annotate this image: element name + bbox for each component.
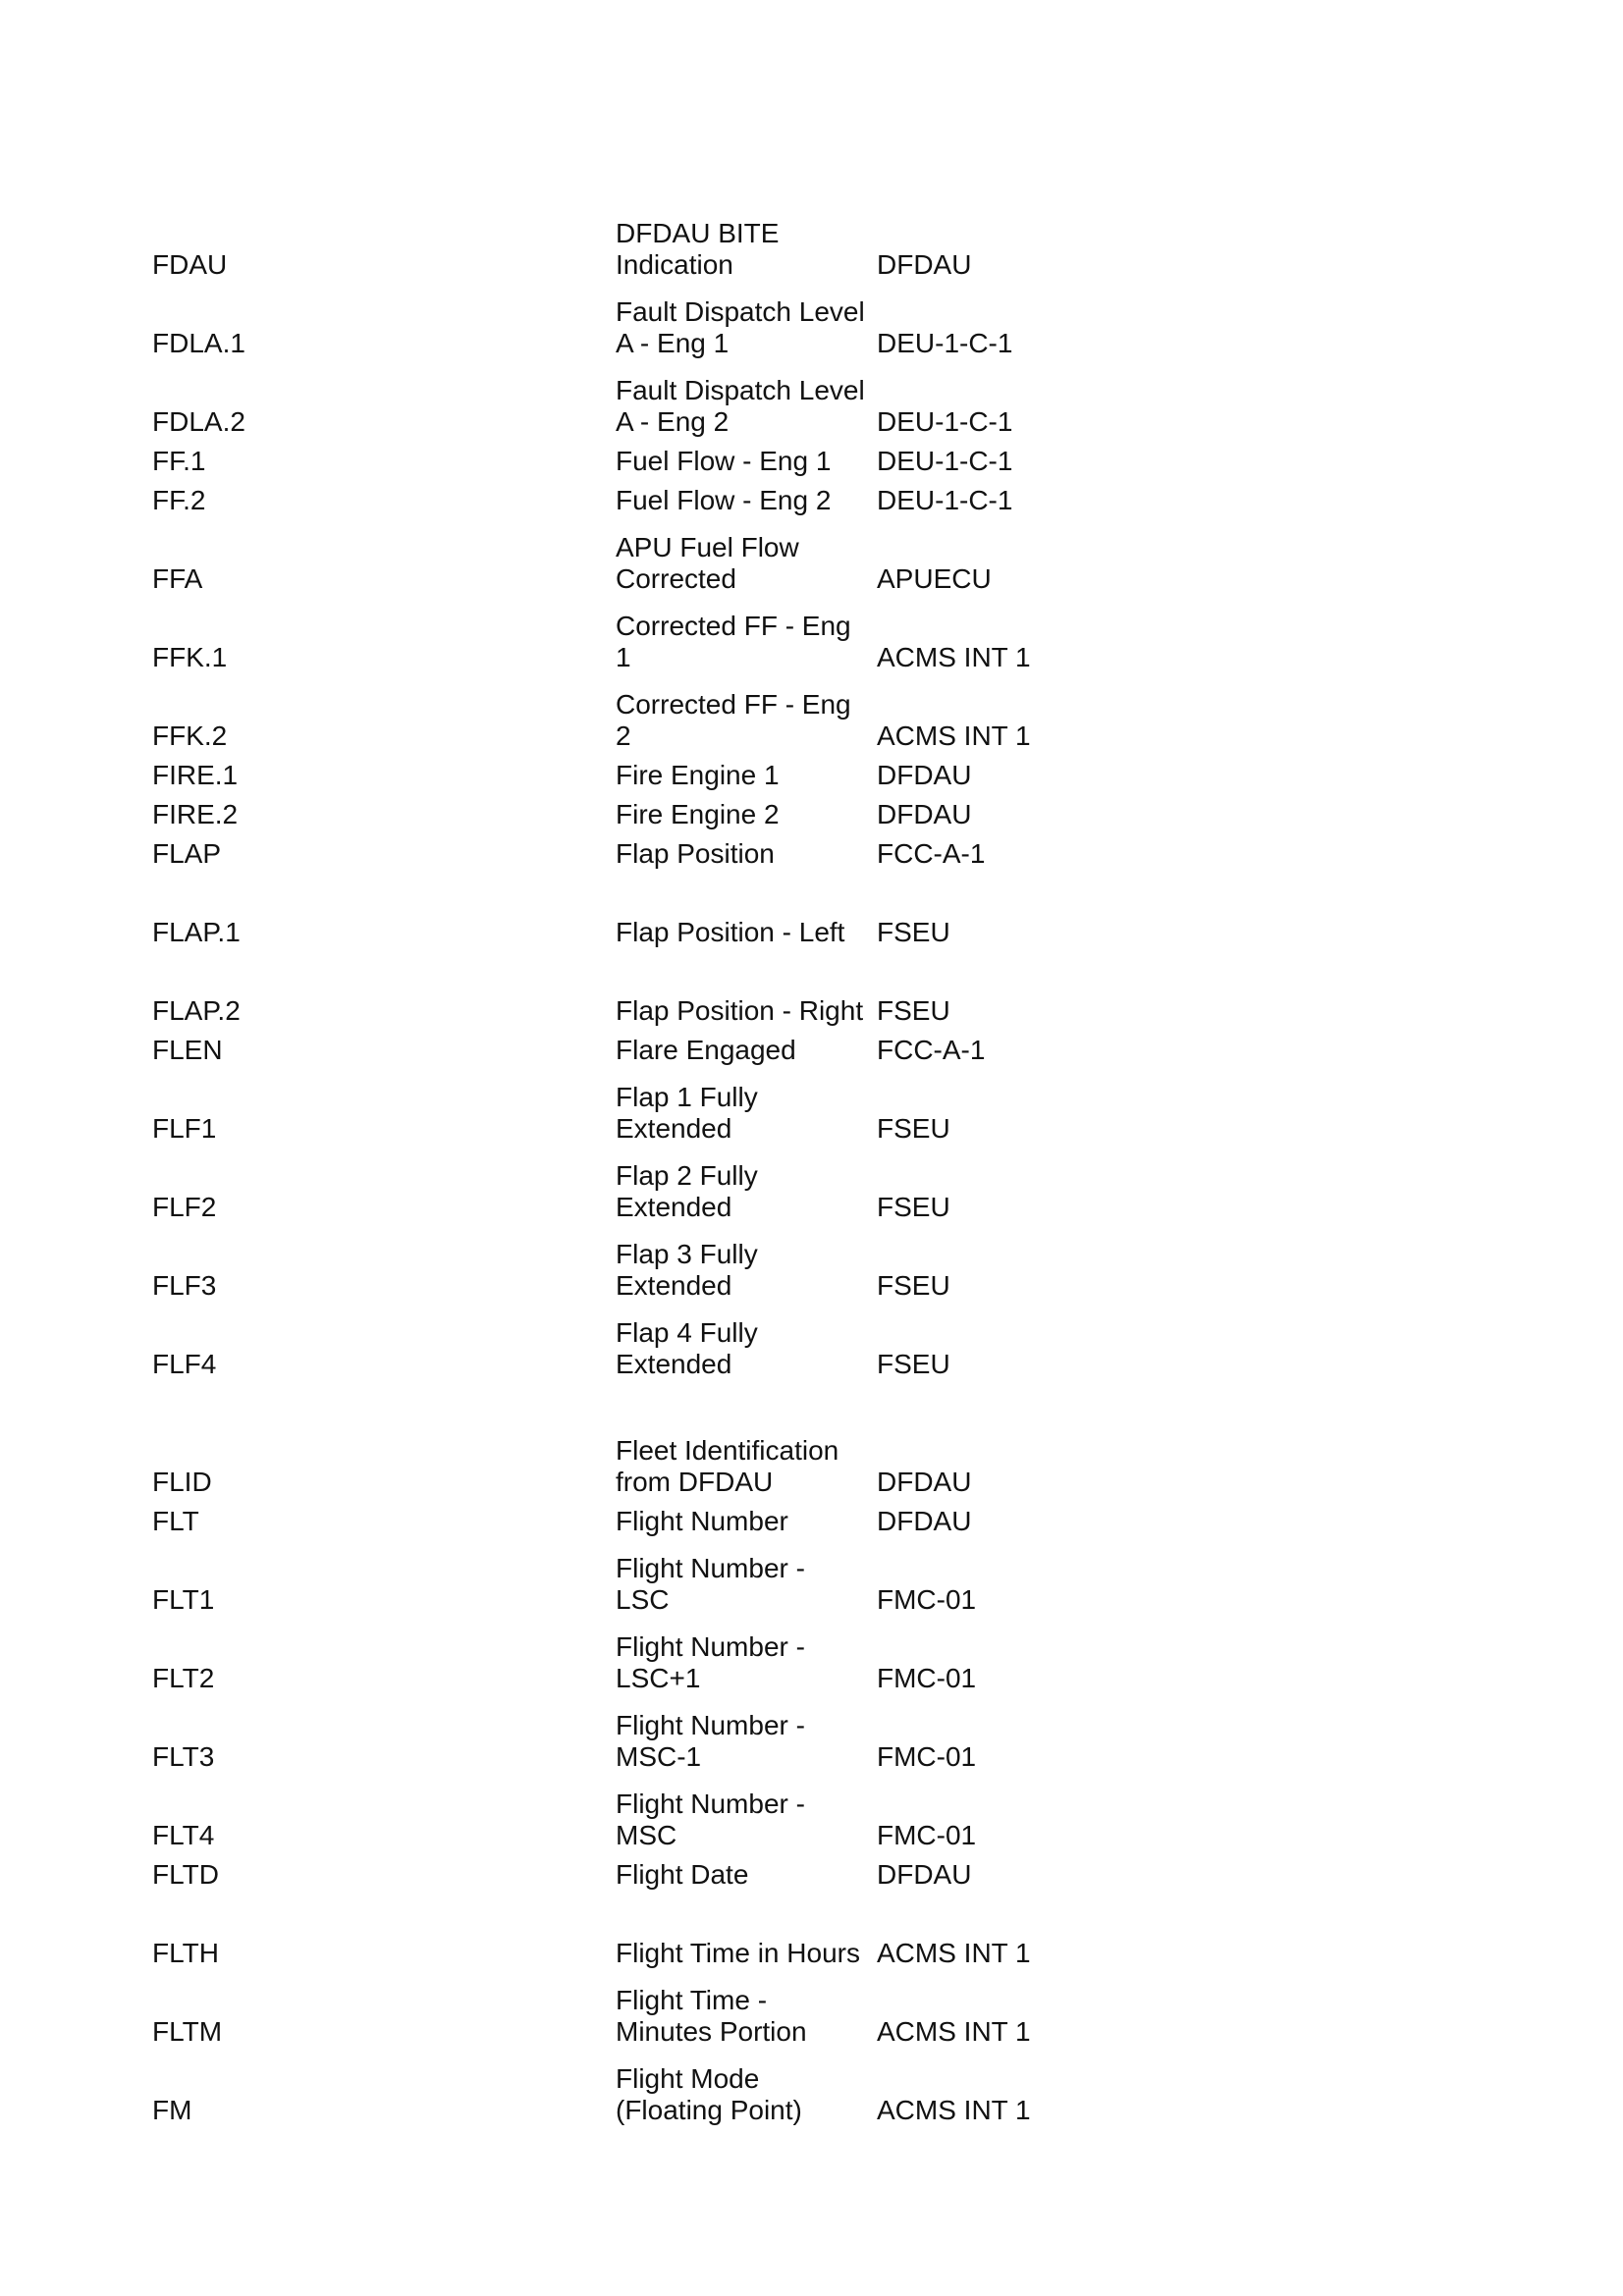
parameter-description: Flap 2 Fully Extended xyxy=(616,1160,758,1222)
table-row xyxy=(152,438,1134,477)
parameter-code: FLTH xyxy=(152,1938,219,1968)
parameter-description: Flight Mode (Floating Point) xyxy=(616,2063,802,2125)
table-row xyxy=(152,673,1134,752)
parameter-source: DEU-1-C-1 xyxy=(877,446,1013,476)
table-row xyxy=(152,1616,1134,1694)
parameter-description: Corrected FF - Eng 2 xyxy=(616,689,851,751)
parameter-source: ACMS INT 1 xyxy=(877,2016,1031,2047)
parameter-code: FDLA.1 xyxy=(152,328,245,358)
parameter-code: FLF4 xyxy=(152,1349,217,1379)
parameter-source: DFDAU xyxy=(877,249,972,280)
parameter-description: Flap 1 Fully Extended xyxy=(616,1082,758,1144)
parameter-source: APUECU xyxy=(877,563,992,594)
parameter-source: DEU-1-C-1 xyxy=(877,328,1013,358)
table-row xyxy=(152,477,1134,516)
table-row xyxy=(152,791,1134,830)
parameter-description: Flight Number - LSC xyxy=(616,1553,805,1615)
table-row xyxy=(152,359,1134,438)
parameter-source: DEU-1-C-1 xyxy=(877,485,1013,515)
parameter-code: FFA xyxy=(152,563,203,594)
parameter-code: FIRE.1 xyxy=(152,760,239,790)
table-row xyxy=(152,1694,1134,1773)
parameter-code: FLEN xyxy=(152,1035,223,1065)
parameter-description: Flight Number xyxy=(616,1506,788,1536)
table-row xyxy=(152,752,1134,791)
parameter-source: DEU-1-C-1 xyxy=(877,406,1013,437)
parameter-code: FF.1 xyxy=(152,446,206,476)
parameter-code: FFK.2 xyxy=(152,721,228,751)
parameter-description: Flap Position - Right xyxy=(616,995,864,1026)
parameter-source: FSEU xyxy=(877,995,950,1026)
parameter-source: FSEU xyxy=(877,1349,950,1379)
parameter-source: DFDAU xyxy=(877,799,972,829)
parameter-code: FLT3 xyxy=(152,1741,215,1772)
parameter-description: Flap 3 Fully Extended xyxy=(616,1239,758,1301)
parameter-code: FLAP xyxy=(152,838,222,869)
parameter-description: Fuel Flow - Eng 2 xyxy=(616,485,832,515)
parameter-description: Flare Engaged xyxy=(616,1035,796,1065)
parameter-description: Fault Dispatch Level A - Eng 1 xyxy=(616,296,865,358)
parameter-code: FLT xyxy=(152,1506,199,1536)
parameter-description: Flight Time - Minutes Portion xyxy=(616,1985,807,2047)
parameter-code: FDAU xyxy=(152,249,228,280)
table-row xyxy=(152,1223,1134,1302)
table-row xyxy=(152,281,1134,359)
parameter-description: Flight Number - MSC-1 xyxy=(616,1710,805,1772)
parameter-code: FLID xyxy=(152,1467,212,1497)
table-row xyxy=(152,1066,1134,1145)
table-row xyxy=(152,1891,1134,1969)
table-row xyxy=(152,1302,1134,1380)
table-row xyxy=(152,948,1134,1027)
parameter-code: FF.2 xyxy=(152,485,206,515)
parameter-code: FDLA.2 xyxy=(152,406,245,437)
parameter-code: FLF1 xyxy=(152,1113,217,1144)
parameter-code: FFK.1 xyxy=(152,642,228,672)
parameter-code: FLT1 xyxy=(152,1584,215,1615)
parameter-code: FLAP.1 xyxy=(152,917,241,947)
parameter-code: FIRE.2 xyxy=(152,799,239,829)
parameter-source: FSEU xyxy=(877,1270,950,1301)
parameter-source: DFDAU xyxy=(877,760,972,790)
parameter-description: Fire Engine 2 xyxy=(616,799,780,829)
parameter-code: FLT2 xyxy=(152,1663,215,1693)
parameter-description: Flight Number - MSC xyxy=(616,1789,805,1850)
parameter-code: FLF3 xyxy=(152,1270,217,1301)
parameter-description: Flight Date xyxy=(616,1859,749,1890)
parameter-source: ACMS INT 1 xyxy=(877,721,1031,751)
table-row xyxy=(152,830,1134,870)
parameter-source: FMC-01 xyxy=(877,1663,977,1693)
table-row xyxy=(152,516,1134,595)
parameter-source: FMC-01 xyxy=(877,1820,977,1850)
parameter-code: FM xyxy=(152,2095,192,2125)
table-row xyxy=(152,1380,1134,1498)
parameter-code: FLF2 xyxy=(152,1192,217,1222)
parameter-description: Flight Number - LSC+1 xyxy=(616,1631,805,1693)
table-row xyxy=(152,595,1134,673)
table-row xyxy=(152,1498,1134,1537)
parameter-description: Fleet Identification from DFDAU xyxy=(616,1435,839,1497)
parameter-source: FSEU xyxy=(877,1113,950,1144)
parameter-description: Flap Position xyxy=(616,838,775,869)
table-row xyxy=(152,1145,1134,1223)
table-row xyxy=(152,870,1134,948)
parameter-description: APU Fuel Flow Corrected xyxy=(616,532,799,594)
parameter-source: FCC-A-1 xyxy=(877,1035,986,1065)
parameter-source: FMC-01 xyxy=(877,1741,977,1772)
table-row xyxy=(152,1027,1134,1066)
table-row xyxy=(152,1851,1134,1891)
parameter-code: FLTD xyxy=(152,1859,219,1890)
parameter-source: DFDAU xyxy=(877,1859,972,1890)
table-row xyxy=(152,1773,1134,1851)
parameter-description: Fire Engine 1 xyxy=(616,760,780,790)
parameter-description: Flight Time in Hours xyxy=(616,1938,860,1968)
parameter-description: Corrected FF - Eng 1 xyxy=(616,611,851,672)
parameter-source: FMC-01 xyxy=(877,1584,977,1615)
parameter-description: Fuel Flow - Eng 1 xyxy=(616,446,832,476)
parameter-code: FLAP.2 xyxy=(152,995,241,1026)
parameter-code: FLT4 xyxy=(152,1820,215,1850)
parameter-description: Flap Position - Left xyxy=(616,917,845,947)
parameter-code: FLTM xyxy=(152,2016,223,2047)
parameter-source: FCC-A-1 xyxy=(877,838,986,869)
parameter-source: FSEU xyxy=(877,1192,950,1222)
parameter-description: Flap 4 Fully Extended xyxy=(616,1317,758,1379)
table-row xyxy=(152,1969,1134,2048)
parameter-source: ACMS INT 1 xyxy=(877,2095,1031,2125)
parameter-source: DFDAU xyxy=(877,1467,972,1497)
table-row xyxy=(152,2048,1134,2126)
table-row xyxy=(152,202,1134,281)
parameter-source: ACMS INT 1 xyxy=(877,1938,1031,1968)
parameter-source: DFDAU xyxy=(877,1506,972,1536)
table-row xyxy=(152,1537,1134,1616)
parameter-description: DFDAU BITE Indication xyxy=(616,218,780,280)
parameter-source: FSEU xyxy=(877,917,950,947)
parameter-description: Fault Dispatch Level A - Eng 2 xyxy=(616,375,865,437)
parameter-source: ACMS INT 1 xyxy=(877,642,1031,672)
parameter-table xyxy=(152,202,1134,2126)
